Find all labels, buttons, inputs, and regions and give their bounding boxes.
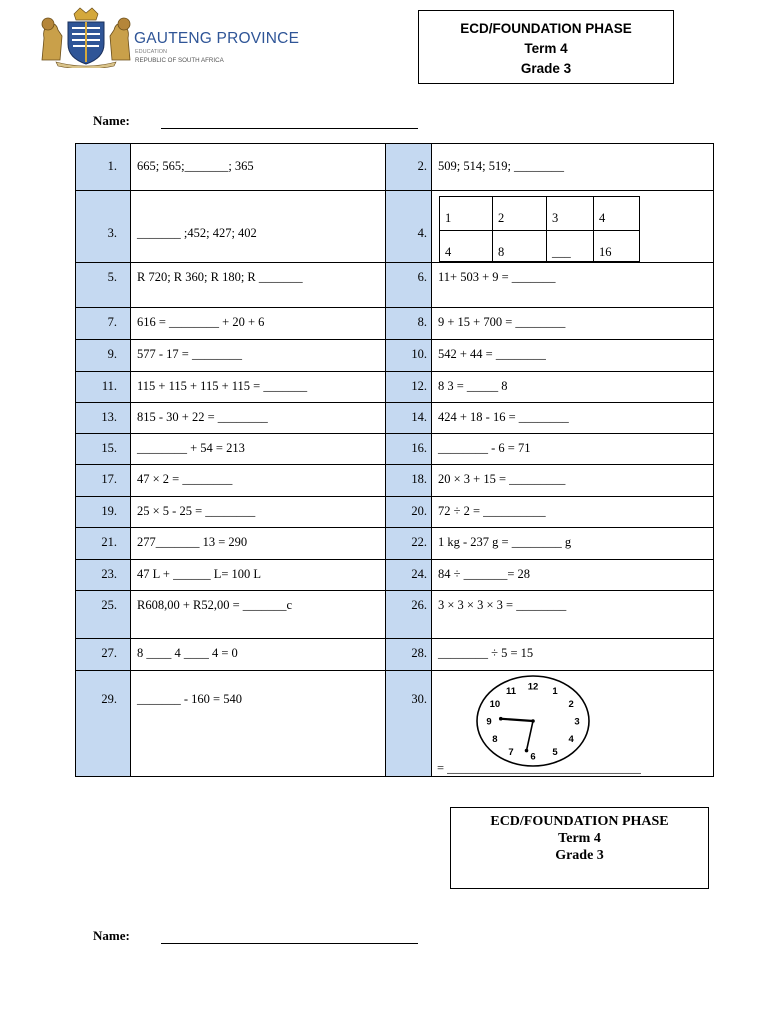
grid-cell: 4 <box>599 211 606 225</box>
grid-cell: 2 <box>498 211 505 225</box>
question-text-17[interactable]: 47 × 2 = ________ <box>137 472 233 486</box>
question-text-16[interactable]: ________ - 6 = 71 <box>438 441 531 455</box>
clock-number: 8 <box>492 734 498 745</box>
clock-number: 1 <box>552 686 558 698</box>
table-row-border <box>75 402 714 403</box>
table-row-border <box>75 433 714 434</box>
question-text-1[interactable]: 665; 565;_______; 365 <box>137 159 254 173</box>
clock-number: 10 <box>489 699 501 710</box>
question-number: 24. <box>411 567 427 581</box>
coat-of-arms-icon <box>36 6 136 68</box>
grid-col-border <box>639 196 640 262</box>
table-row-border <box>75 776 714 777</box>
table-col-border <box>431 143 432 777</box>
question-text-21[interactable]: 277_______ 13 = 290 <box>137 535 248 549</box>
table-col-border <box>385 143 386 777</box>
grid-cell: 16 <box>599 245 612 259</box>
question-number: 17. <box>101 472 117 486</box>
grid-row-border <box>439 196 640 197</box>
question-text-23[interactable]: 47 L + ______ L= 100 L <box>137 567 262 581</box>
table-row-border <box>75 527 714 528</box>
question-number: 30. <box>411 692 427 706</box>
question-text-5[interactable]: R 720; R 360; R 180; R _______ <box>137 270 303 284</box>
table-row-border <box>75 143 714 144</box>
logo-dept: EDUCATION <box>135 49 167 55</box>
question-text-12[interactable]: 8 3 = _____ 8 <box>438 379 508 393</box>
question-number: 7. <box>107 315 117 329</box>
table-row-border <box>75 371 714 372</box>
clock-number: 2 <box>568 699 574 710</box>
table-row-border <box>75 190 714 191</box>
footer-header-term: Term 4 <box>558 831 601 846</box>
clock-number: 12 <box>527 681 539 693</box>
footer-header-phase: ECD/FOUNDATION PHASE <box>490 814 669 829</box>
question-number: 9. <box>107 347 117 361</box>
question-text-8[interactable]: 9 + 15 + 700 = ________ <box>438 315 566 329</box>
header-grade: Grade 3 <box>520 61 572 76</box>
question-text-14[interactable]: 424 + 18 - 16 = ________ <box>438 410 569 424</box>
table-row-border <box>75 559 714 560</box>
question-text-28[interactable]: ________ ÷ 5 = 15 <box>438 646 534 660</box>
table-col-border <box>75 143 76 777</box>
question-number: 26. <box>411 598 427 612</box>
question-number: 28. <box>411 646 427 660</box>
name-label-bottom: Name: <box>93 928 130 943</box>
question-text-7[interactable]: 616 = ________ + 20 + 6 <box>137 315 265 329</box>
clock-number: 11 <box>505 686 517 698</box>
question-number: 22. <box>411 535 427 549</box>
question-number: 29. <box>101 692 117 706</box>
question-number: 5. <box>107 270 117 284</box>
grid-col-border <box>546 196 547 262</box>
header-term: Term 4 <box>524 41 568 56</box>
table-row-border <box>75 496 714 497</box>
question-number: 1. <box>107 159 117 173</box>
q4-number-grid <box>439 196 640 262</box>
question-number: 25. <box>101 598 117 612</box>
logo-country: REPUBLIC OF SOUTH AFRICA <box>135 57 224 64</box>
clock-number: 7 <box>508 746 514 758</box>
question-number: 4. <box>417 226 427 240</box>
table-row-border <box>75 464 714 465</box>
grid-cell[interactable]: ___ <box>552 245 571 259</box>
name-label: Name: <box>93 113 130 128</box>
grid-col-border <box>439 196 440 262</box>
question-number: 23. <box>101 567 117 581</box>
header-box <box>418 10 674 84</box>
clock-minute-hand-tip <box>525 749 529 753</box>
clock-hour-hand-tip <box>499 717 503 721</box>
question-number: 16. <box>411 441 427 455</box>
question-number: 13. <box>101 410 117 424</box>
table-row-border <box>75 262 714 263</box>
clock-number: 6 <box>530 751 536 763</box>
question-text-22[interactable]: 1 kg - 237 g = ________ g <box>438 535 572 549</box>
name-field[interactable] <box>161 128 418 129</box>
table-col-border <box>713 143 714 777</box>
question-text-15[interactable]: ________ + 54 = 213 <box>137 441 245 455</box>
grid-cell: 3 <box>552 211 559 225</box>
grid-col-border <box>593 196 594 262</box>
question-text-18[interactable]: 20 × 3 + 15 = _________ <box>438 472 566 486</box>
question-text-29[interactable]: _______ - 160 = 540 <box>137 692 242 706</box>
table-row-border <box>75 307 714 308</box>
grid-cell: 4 <box>445 245 452 259</box>
logo-title: GAUTENG PROVINCE <box>134 30 300 47</box>
table-row-border <box>75 339 714 340</box>
question-text-19[interactable]: 25 × 5 - 25 = ________ <box>137 504 256 518</box>
question-text-9[interactable]: 577 - 17 = ________ <box>137 347 242 361</box>
grid-cell: 1 <box>445 211 452 225</box>
table-col-border <box>130 143 131 777</box>
header-phase: ECD/FOUNDATION PHASE <box>460 21 632 36</box>
question-text-20[interactable]: 72 ÷ 2 = __________ <box>438 504 546 518</box>
grid-cell: 8 <box>498 245 505 259</box>
clock-number: 4 <box>568 734 574 745</box>
name-field-bottom[interactable] <box>161 943 418 944</box>
grid-row-border <box>439 230 640 231</box>
question-number: 27. <box>101 646 117 660</box>
question-number: 10. <box>411 347 427 361</box>
footer-header-grade: Grade 3 <box>555 848 604 863</box>
clock-number: 3 <box>574 716 580 728</box>
question-number: 11. <box>101 379 117 393</box>
question-text-11[interactable]: 115 + 115 + 115 + 115 = _______ <box>137 379 308 393</box>
question-number: 12. <box>411 379 427 393</box>
question-text-3[interactable]: _______ ;452; 427; 402 <box>137 226 257 240</box>
table-row-border <box>75 670 714 671</box>
question-number: 14. <box>411 410 427 424</box>
table-row-border <box>75 590 714 591</box>
question-number: 20. <box>411 504 427 518</box>
gauteng-logo <box>36 6 300 68</box>
clock-center <box>531 719 535 723</box>
question-number: 2. <box>417 159 427 173</box>
question-text-2[interactable]: 509; 514; 519; ________ <box>438 159 565 173</box>
question-text-13[interactable]: 815 - 30 + 22 = ________ <box>137 410 268 424</box>
question-number: 21. <box>101 535 117 549</box>
question-text-25[interactable]: R608,00 + R52,00 = _______c <box>137 598 293 612</box>
question-number: 6. <box>417 270 427 284</box>
table-row-border <box>75 638 714 639</box>
grid-row-border <box>439 261 640 262</box>
question-text-10[interactable]: 542 + 44 = ________ <box>438 347 546 361</box>
footer-header-box <box>450 807 709 889</box>
question-number: 15. <box>101 441 117 455</box>
question-text-24[interactable]: 84 ÷ _______= 28 <box>438 567 531 581</box>
question-number: 18. <box>411 472 427 486</box>
clock-number: 9 <box>486 716 492 728</box>
q30-answer-line[interactable]: = _______________________________ <box>437 761 641 775</box>
grid-col-border <box>492 196 493 262</box>
clock-number: 5 <box>552 746 558 758</box>
question-text-26[interactable]: 3 × 3 × 3 × 3 = ________ <box>438 598 567 612</box>
clock-icon <box>476 674 590 768</box>
question-number: 8. <box>417 315 427 329</box>
question-number: 3. <box>107 226 117 240</box>
question-text-6[interactable]: 11+ 503 + 9 = _______ <box>438 270 556 284</box>
question-text-27[interactable]: 8 ____ 4 ____ 4 = 0 <box>137 646 238 660</box>
question-number: 19. <box>101 504 117 518</box>
